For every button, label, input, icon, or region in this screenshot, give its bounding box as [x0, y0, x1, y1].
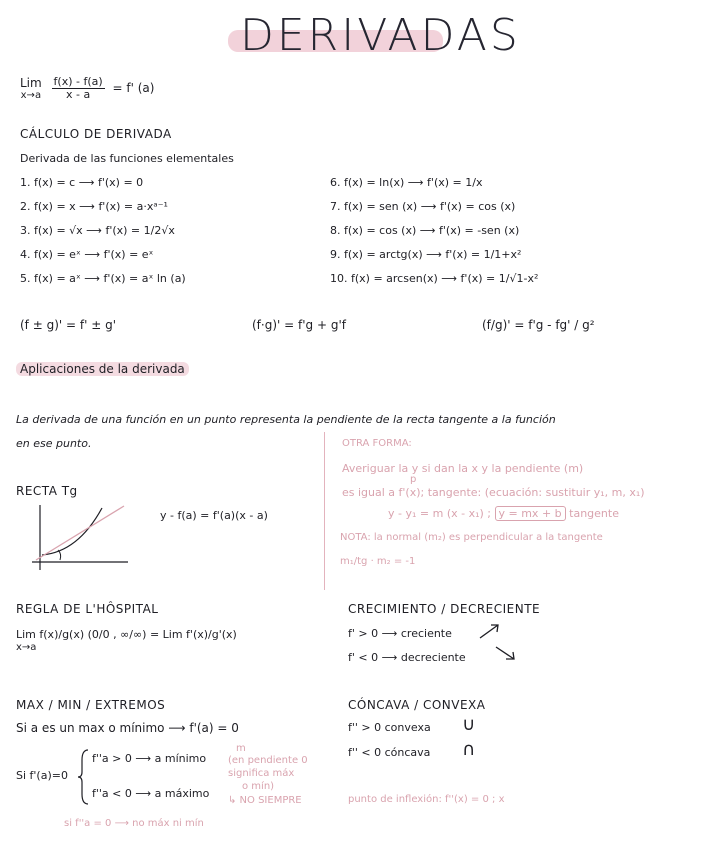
- rule-left-2: 2. f(x) = x ⟶ f'(x) = a·xᵃ⁻¹: [20, 200, 168, 213]
- crecimiento-row-1: f' > 0 ⟶ creciente: [348, 627, 452, 640]
- convex-icon: ∪: [462, 714, 476, 735]
- concave-icon: ∩: [462, 739, 476, 760]
- inflexion-note: punto de inflexión: f''(x) = 0 ; x: [348, 794, 505, 805]
- maxmin-note-3: o mín): [242, 781, 275, 792]
- otra-forma-p-mark: p: [410, 474, 417, 485]
- decreasing-arrow-icon: [494, 644, 518, 662]
- quotient-rule: (f/g)' = f'g - fg' / g²: [482, 318, 595, 332]
- rule-left-4: 4. f(x) = eˣ ⟶ f'(x) = eˣ: [20, 248, 154, 261]
- concava-heading: CÓNCAVA / CONVEXA: [348, 698, 486, 712]
- otra-forma-note: NOTA: la normal (m₂) es perpendicular a la tangente: [340, 532, 603, 543]
- rule-right-7: 7. f(x) = sen (x) ⟶ f'(x) = cos (x): [330, 200, 516, 213]
- product-rule: (f·g)' = f'g + g'f: [252, 318, 346, 332]
- aplicaciones-heading: Aplicaciones de la derivada: [16, 362, 189, 376]
- recta-label: RECTA Tg: [16, 484, 78, 498]
- maxmin-si-label: Si f'(a)=0: [16, 769, 68, 782]
- calc-subheading: Derivada de las funciones elementales: [20, 152, 234, 165]
- lim-sub: x→a: [20, 90, 42, 102]
- hopital-heading: REGLA DE L'HÔSPITAL: [16, 602, 159, 616]
- definition-denominator: x - a: [66, 88, 91, 102]
- page-title: DERIVADAS: [240, 10, 521, 61]
- rule-right-9: 9. f(x) = arctg(x) ⟶ f'(x) = 1/1+x²: [330, 248, 522, 261]
- maxmin-note-1: (en pendiente 0: [228, 755, 308, 766]
- otra-forma-title: OTRA FORMA:: [342, 438, 412, 449]
- otra-forma-product: m₁/tg · m₂ = -1: [340, 556, 416, 567]
- maxmin-note-2: significa máx: [228, 768, 295, 779]
- graph-tangent-line: [36, 506, 124, 560]
- sum-rule: (f ± g)' = f' ± g': [20, 318, 116, 332]
- maxmin-m-note: m: [236, 743, 246, 754]
- concava-row-2: f'' < 0 cóncava: [348, 746, 431, 759]
- maxmin-note-4: ↳ NO SIEMPRE: [228, 795, 302, 806]
- aplicaciones-paragraph-1: La derivada de una función en un punto representa la pendiente de la recta tangente a la función: [16, 413, 556, 426]
- maxmin-line-1: Si a es un max o mínimo ⟶ f'(a) = 0: [16, 721, 239, 735]
- graph-curve: [42, 508, 102, 555]
- calc-heading: CÁLCULO DE DERIVADA: [20, 127, 172, 141]
- definition-result: = f' (a): [112, 81, 155, 96]
- increasing-arrow-icon: [478, 622, 502, 640]
- tangent-graph: [28, 500, 138, 575]
- definition-formula: [20, 76, 154, 101]
- otra-forma-line-4: y - y₁ = m (x - x₁) ; y = mx + b tangente: [388, 507, 619, 520]
- rule-left-5: 5. f(x) = aˣ ⟶ f'(x) = aˣ ln (a): [20, 272, 186, 285]
- otra-forma-line-3: es igual a f'(x); tangente: (ecuación: sustituir y₁, m, x₁): [342, 486, 645, 499]
- rule-right-8: 8. f(x) = cos (x) ⟶ f'(x) = -sen (x): [330, 224, 520, 237]
- maxmin-heading: MAX / MIN / EXTREMOS: [16, 698, 166, 712]
- otra-forma-line-2: Averiguar la y si dan la x y la pendiente (m): [342, 462, 584, 475]
- maxmin-brace: [78, 748, 90, 806]
- maxmin-case-2: f''a < 0 ⟶ a máximo: [92, 787, 210, 800]
- maxmin-bottom-note: si f''a = 0 ⟶ no máx ni mín: [64, 818, 204, 829]
- lim-label: Lim: [20, 76, 42, 91]
- rule-right-6: 6. f(x) = ln(x) ⟶ f'(x) = 1/x: [330, 176, 483, 189]
- hopital-formula: Lim f(x)/g(x) (0/0 , ∞/∞) = Lim f'(x)/g'(x): [16, 628, 237, 641]
- rule-left-1: 1. f(x) = c ⟶ f'(x) = 0: [20, 176, 144, 189]
- slope-intercept-box: y = mx + b: [495, 506, 566, 521]
- definition-numerator: f(x) - f(a): [53, 75, 103, 88]
- recta-formula: y - f(a) = f'(a)(x - a): [160, 509, 268, 522]
- section-divider: [324, 432, 325, 590]
- hopital-sub: x→a: [16, 642, 37, 653]
- rule-left-3: 3. f(x) = √x ⟶ f'(x) = 1/2√x: [20, 224, 175, 237]
- crecimiento-row-2: f' < 0 ⟶ decreciente: [348, 651, 466, 664]
- rule-right-10: 10. f(x) = arcsen(x) ⟶ f'(x) = 1/√1-x²: [330, 272, 539, 285]
- crecimiento-heading: CRECIMIENTO / DECRECIENTE: [348, 602, 541, 616]
- concava-row-1: f'' > 0 convexa: [348, 721, 431, 734]
- maxmin-case-1: f''a > 0 ⟶ a mínimo: [92, 752, 207, 765]
- aplicaciones-paragraph-2: en ese punto.: [16, 437, 92, 450]
